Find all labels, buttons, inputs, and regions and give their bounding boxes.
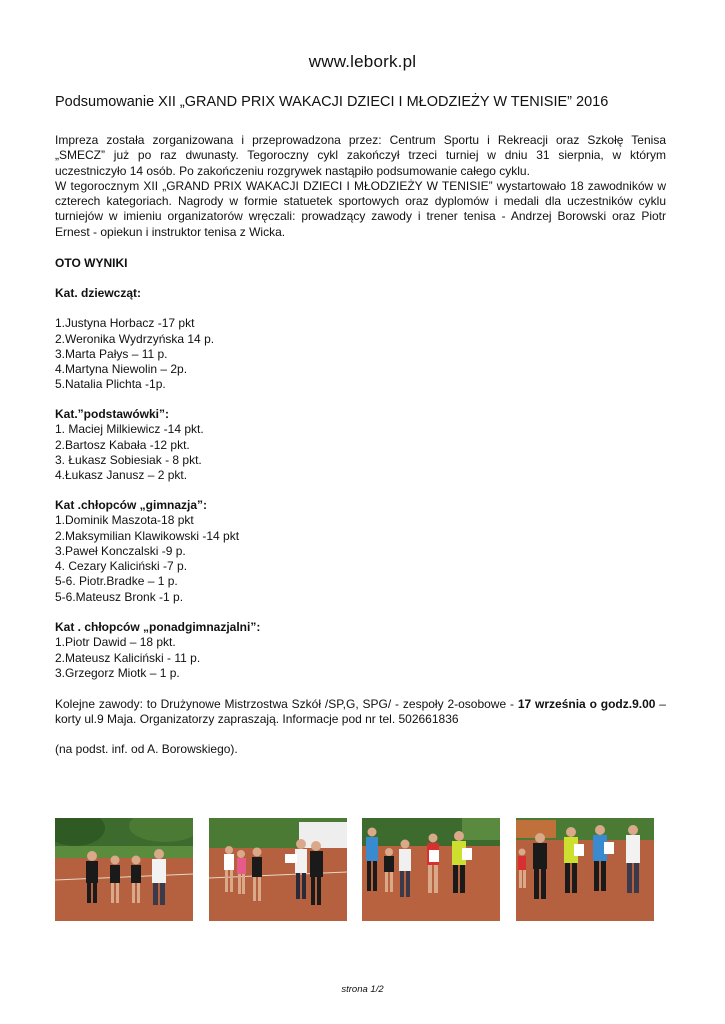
category-heading: Kat .chłopców „gimnazja”:: [55, 498, 208, 512]
results-heading: OTO WYNIKI: [55, 256, 128, 270]
next-event-text: Kolejne zawody: to Drużynowe Mistrzostwa Szkół /SP,G, SPG/ - zespoły 2-osobowe -: [55, 697, 518, 711]
event-photo: [209, 818, 347, 921]
category-heading: Kat. dziewcząt:: [55, 286, 142, 300]
result-entry: 5-6.Mateusz Bronk -1 p.: [55, 589, 184, 604]
event-photo: [55, 818, 193, 921]
event-photo: [362, 818, 500, 921]
intro-line: Impreza została zorganizowana i przeprowadzona przez: Centrum Sportu i Rekreacji oraz Szkołę Tenisa: [55, 133, 666, 147]
result-entry: 2.Maksymilian Klawikowski -14 pkt: [55, 528, 240, 543]
intro-line: W tegorocznym XII „GRAND PRIX WAKACJI DZIECI I MŁODZIEŻY W TENISIE” wystartowało 18 zawodników w: [55, 178, 666, 193]
result-entry: 4. Cezary Kaliciński -7 p.: [55, 559, 188, 574]
result-entry: 1.Justyna Horbacz -17 pkt: [55, 316, 195, 331]
result-entry: 4.Łukasz Janusz – 2 pkt.: [55, 468, 188, 483]
result-entry: 1. Maciej Milkiewicz -14 pkt.: [55, 422, 204, 437]
result-entry: 2.Weronika Wydrzyńska 14 p.: [55, 331, 215, 346]
intro-line: uczestniczyło 14 osób. Po zakończeniu rozgrywek nastąpiło podsumowanie całego cyklu.: [55, 163, 530, 178]
category-upper-secondary: [55, 620, 260, 681]
category-gymnasium: [55, 498, 239, 605]
intro-line: czterech kategoriach. Nagrody w formie statuetek sportowych oraz dyplomów i medali dla uczestników cyklu: [55, 194, 666, 209]
intro-line: „SMECZ” już po raz dwunasty. Tegoroczny cykl zakończył trzeci turniej w dniu 31 sierpnia, w którym: [55, 148, 666, 163]
result-entry: 1.Dominik Maszota-18 pkt: [55, 513, 194, 528]
result-entry: 3. Łukasz Sobiesiak - 8 pkt.: [55, 452, 202, 467]
source-note: (na podst. inf. od A. Borowskiego).: [55, 742, 238, 756]
result-entry: 3.Marta Pałys – 11 p.: [55, 346, 168, 361]
next-event-note: [55, 697, 666, 728]
category-heading: Kat.”podstawówki”:: [55, 407, 170, 421]
event-photo: [516, 818, 654, 921]
result-entry: 5.Natalia Plichta -1p.: [55, 377, 166, 392]
page-title: Podsumowanie XII „GRAND PRIX WAKACJI DZIECI I MŁODZIEŻY W TENISIE” 2016: [55, 94, 609, 110]
site-url: www.lebork.pl: [308, 52, 417, 71]
intro-paragraph: [55, 133, 666, 240]
category-heading: Kat . chłopców „ponadgimnazjalni”:: [55, 620, 261, 634]
result-entry: 1.Piotr Dawid – 18 pkt.: [55, 635, 176, 650]
category-primary: [55, 407, 204, 483]
next-event-date: 17 września o godz.9.00: [517, 697, 656, 711]
category-girls: [55, 286, 214, 393]
intro-line: turniejów w imieniu organizatorów wręczali: prowadzący zawody i trener tenisa - Andrzej Borowski oraz Piotr: [55, 209, 666, 224]
result-entry: 2.Bartosz Kabała -12 pkt.: [55, 437, 190, 452]
next-event-dash: –: [655, 697, 666, 711]
page-footer: strona 1/2: [341, 984, 384, 995]
result-entry: 5-6. Piotr.Bradke – 1 p.: [55, 574, 178, 589]
result-entry: 3.Paweł Konczalski -9 p.: [55, 543, 186, 558]
result-entry: 2.Mateusz Kaliciński - 11 p.: [55, 650, 201, 665]
result-entry: 3.Grzegorz Miotk – 1 p.: [55, 665, 180, 680]
result-entry: 4.Martyna Niewolin – 2p.: [55, 362, 188, 377]
intro-line: Ernest - opiekun i instruktor tenisa z Wicka.: [55, 224, 286, 239]
next-event-line2: korty ul.9 Maja. Organizatorzy zapraszają. Informacje pod nr tel. 502661836: [55, 712, 459, 727]
